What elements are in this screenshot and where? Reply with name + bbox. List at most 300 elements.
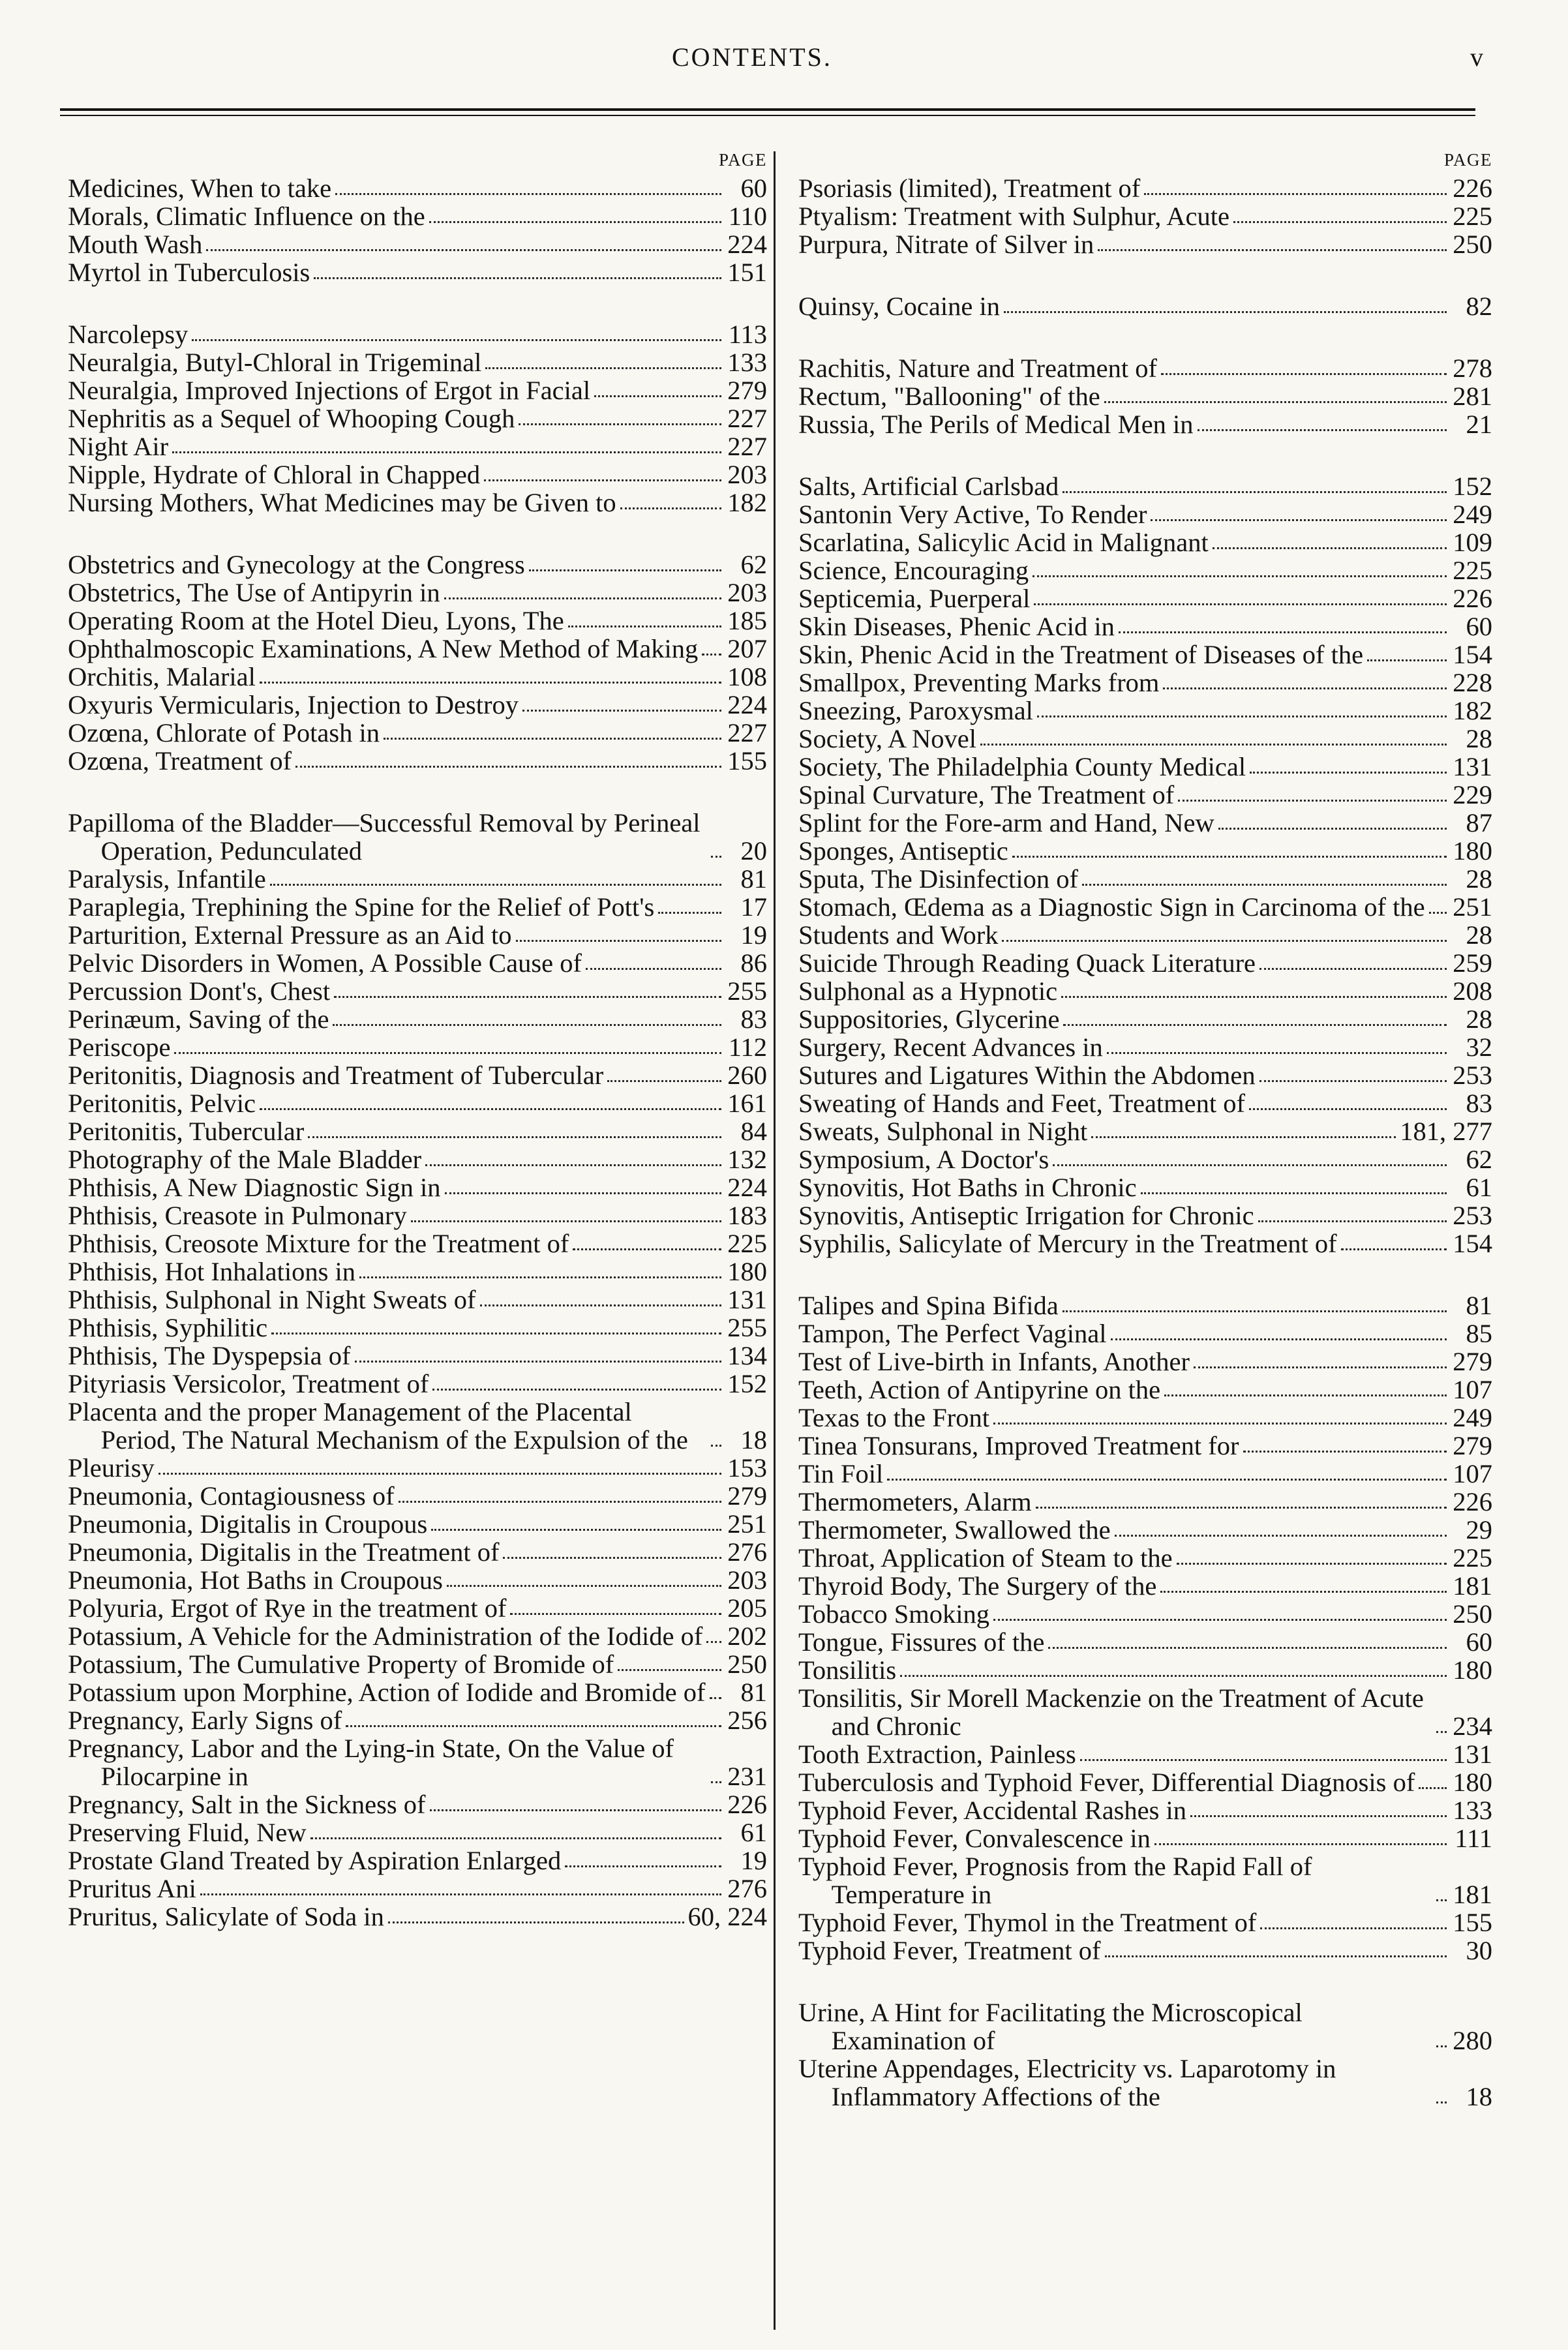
entry-page-number: 227 xyxy=(727,432,767,461)
entry-title: Santonin Very Active, To Render xyxy=(798,500,1147,529)
index-entry xyxy=(798,354,1492,382)
entry-page-number: 133 xyxy=(727,348,767,377)
entry-page-number: 133 xyxy=(1453,1796,1492,1825)
dot-leader xyxy=(1154,1843,1447,1845)
entry-title: Psoriasis (limited), Treatment of xyxy=(798,173,1141,203)
entry-title: Myrtol in Tuberculosis xyxy=(68,258,310,287)
dot-leader xyxy=(1190,1815,1447,1817)
index-entry xyxy=(798,1229,1492,1258)
entry-page-number: 280 xyxy=(1453,2026,1492,2055)
dot-leader xyxy=(1107,1052,1447,1054)
entry-page-number: 180 xyxy=(1453,1768,1492,1797)
index-entry xyxy=(798,382,1492,410)
dot-leader xyxy=(993,1619,1447,1621)
entry-page-number: 110 xyxy=(728,202,767,231)
dot-leader xyxy=(384,738,721,740)
index-entry xyxy=(798,697,1492,725)
entry-title: Phthisis, The Dyspepsia of xyxy=(68,1341,351,1370)
entry-page-number: 87 xyxy=(1466,808,1492,837)
dot-leader xyxy=(980,744,1447,746)
index-entry xyxy=(798,921,1492,949)
index-entry xyxy=(68,1033,767,1061)
entry-page-number: 225 xyxy=(1453,556,1492,585)
entry-title: Rachitis, Nature and Treatment of xyxy=(798,354,1158,383)
entry-title: Science, Encouraging xyxy=(798,556,1029,585)
dot-leader xyxy=(586,968,721,970)
entry-title: Teeth, Action of Antipyrine on the xyxy=(798,1375,1161,1404)
index-entry xyxy=(68,320,767,348)
index-entry xyxy=(68,230,767,258)
entry-title: Students and Work xyxy=(798,920,999,950)
entry-page-number: 279 xyxy=(727,1481,767,1511)
entry-page-number: 155 xyxy=(727,746,767,776)
entry-page-number: 28 xyxy=(1466,864,1492,894)
entry-title: Paralysis, Infantile xyxy=(68,864,266,894)
entry-title: Pregnancy, Labor and the Lying-in State, On the Value of Pilocarpine in xyxy=(68,1734,674,1791)
entry-title: Pregnancy, Early Signs of xyxy=(68,1706,342,1735)
index-entry xyxy=(68,1398,767,1454)
index-entry xyxy=(798,472,1492,500)
index-entry xyxy=(68,809,767,865)
index-entry xyxy=(798,1089,1492,1117)
entry-title: Neuralgia, Butyl-Chloral in Trigeminal xyxy=(68,348,482,377)
entry-page-number: 185 xyxy=(727,606,767,635)
entry-title: Neuralgia, Improved Injections of Ergot in Facial xyxy=(68,376,591,405)
index-entry xyxy=(68,1061,767,1089)
entry-page-number: 85 xyxy=(1466,1319,1492,1348)
dot-leader xyxy=(1105,1955,1447,1957)
entry-page-number: 249 xyxy=(1453,500,1492,529)
entry-page-number: 207 xyxy=(727,634,767,663)
entry-page-number: 28 xyxy=(1466,920,1492,950)
index-entry xyxy=(798,1291,1492,1319)
dot-leader xyxy=(710,1697,721,1699)
entry-title: Symposium, A Doctor's xyxy=(798,1145,1049,1174)
dot-leader xyxy=(1098,249,1447,251)
entry-title: Talipes and Spina Bifida xyxy=(798,1291,1059,1320)
dot-leader xyxy=(447,1585,721,1587)
entry-page-number: 227 xyxy=(727,404,767,433)
entry-title: Pruritus, Salicylate of Soda in xyxy=(68,1902,384,1931)
entry-title: Pneumonia, Digitalis in Croupous xyxy=(68,1509,428,1539)
index-entry xyxy=(798,1319,1492,1348)
entry-page-number: 131 xyxy=(727,1285,767,1314)
index-entry xyxy=(68,1566,767,1594)
entry-page-number: 208 xyxy=(1453,976,1492,1006)
running-head: CONTENTS. xyxy=(672,42,832,72)
entry-title: Phthisis, Sulphonal in Night Sweats of xyxy=(68,1285,476,1314)
entry-page-number: 180 xyxy=(1453,1655,1492,1685)
index-entry xyxy=(798,1061,1492,1089)
dot-leader xyxy=(1111,1338,1447,1340)
dot-leader xyxy=(1063,1024,1447,1026)
entry-title: Sweats, Sulphonal in Night xyxy=(798,1117,1088,1146)
entry-page-number: 279 xyxy=(1453,1347,1492,1376)
dot-leader xyxy=(429,221,721,223)
entry-title: Parturition, External Pressure as an Aid to xyxy=(68,920,512,950)
index-entry xyxy=(68,1201,767,1229)
entry-title: Sponges, Antiseptic xyxy=(798,836,1008,866)
index-entry xyxy=(68,348,767,376)
entry-page-number: 276 xyxy=(727,1537,767,1567)
dot-leader xyxy=(1141,1192,1447,1194)
dot-leader xyxy=(573,1248,721,1250)
dot-leader xyxy=(355,1361,722,1363)
dot-leader xyxy=(1034,603,1447,605)
index-entry xyxy=(798,865,1492,893)
dot-leader xyxy=(411,1220,721,1222)
entry-page-number: 152 xyxy=(727,1369,767,1398)
entry-page-number: 279 xyxy=(1453,1431,1492,1460)
entry-title: Phthisis, Syphilitic xyxy=(68,1313,268,1342)
entry-page-number: 203 xyxy=(727,460,767,489)
entry-page-number: 18 xyxy=(1466,2082,1492,2111)
dot-leader xyxy=(993,1423,1447,1424)
entry-page-number: 278 xyxy=(1453,354,1492,383)
index-entry xyxy=(798,202,1492,230)
entry-title: Throat, Application of Steam to the xyxy=(798,1543,1173,1573)
index-entry xyxy=(68,258,767,286)
entry-page-number: 113 xyxy=(728,320,767,349)
dot-leader xyxy=(1367,659,1447,661)
dot-leader xyxy=(1048,1647,1447,1649)
index-entry xyxy=(68,1229,767,1258)
entry-page-number: 154 xyxy=(1453,640,1492,669)
entry-page-number: 182 xyxy=(1453,696,1492,725)
dot-leader xyxy=(565,1865,721,1867)
entry-title: Surgery, Recent Advances in xyxy=(798,1032,1103,1062)
entry-title: Urine, A Hint for Facilitating the Microscopical Examination of xyxy=(798,1998,1303,2055)
index-entry xyxy=(68,1846,767,1875)
entry-page-number: 131 xyxy=(1453,752,1492,781)
index-entry xyxy=(798,1908,1492,1936)
entry-page-number: 181 xyxy=(1453,1880,1492,1909)
index-entry xyxy=(68,1622,767,1650)
entry-title: Photography of the Male Bladder xyxy=(68,1145,422,1174)
dot-leader xyxy=(1144,193,1447,195)
dot-leader xyxy=(314,277,721,279)
entry-title: Phthisis, A New Diagnostic Sign in xyxy=(68,1173,441,1202)
page-column-label: PAGE xyxy=(1443,150,1492,170)
dot-leader xyxy=(1194,1366,1447,1368)
entry-page-number: 203 xyxy=(727,1565,767,1595)
index-entry xyxy=(68,1734,767,1790)
dot-leader xyxy=(1115,1535,1447,1537)
index-entry xyxy=(798,1852,1492,1908)
dot-leader xyxy=(432,1389,721,1391)
dot-leader xyxy=(711,1781,721,1783)
dot-leader xyxy=(310,1837,721,1839)
section-gap xyxy=(798,320,1492,354)
dot-leader xyxy=(308,1136,721,1138)
entry-title: Thermometer, Swallowed the xyxy=(798,1515,1111,1544)
entry-title: Potassium upon Morphine, Action of Iodide and Bromide of xyxy=(68,1678,706,1707)
entry-page-number: 250 xyxy=(1453,1599,1492,1629)
entry-title: Nephritis as a Sequel of Whooping Cough xyxy=(68,404,515,433)
entry-title: Society, A Novel xyxy=(798,724,976,753)
dot-leader xyxy=(1419,1787,1447,1789)
index-entry xyxy=(798,1173,1492,1201)
index-entry xyxy=(798,1824,1492,1852)
dot-leader xyxy=(1233,221,1447,223)
entry-title: Scarlatina, Salicylic Acid in Malignant xyxy=(798,528,1209,557)
entry-page-number: 255 xyxy=(727,1313,767,1342)
index-entry xyxy=(798,1768,1492,1796)
entry-title: Texas to the Front xyxy=(798,1403,989,1432)
section-gap xyxy=(798,258,1492,292)
column-divider xyxy=(774,151,776,2330)
entry-title: Pruritus Ani xyxy=(68,1874,196,1903)
entry-title: Percussion Dont's, Chest xyxy=(68,976,331,1006)
entry-page-number: 82 xyxy=(1466,292,1492,321)
index-entry xyxy=(798,809,1492,837)
entry-page-number: 227 xyxy=(727,718,767,747)
entry-page-number: 161 xyxy=(727,1089,767,1118)
index-entry xyxy=(68,949,767,977)
entry-title: Sutures and Ligatures Within the Abdomen xyxy=(798,1061,1256,1090)
entry-page-number: 131 xyxy=(1453,1740,1492,1769)
dot-leader xyxy=(620,507,721,509)
entry-title: Tinea Tonsurans, Improved Treatment for xyxy=(798,1431,1239,1460)
index-entry xyxy=(68,691,767,719)
index-entry xyxy=(68,579,767,607)
dot-leader xyxy=(335,193,721,195)
entry-page-number: 281 xyxy=(1453,382,1492,411)
index-entry xyxy=(798,1201,1492,1229)
entry-title: Narcolepsy xyxy=(68,320,188,349)
entry-title: Preserving Fluid, New xyxy=(68,1818,307,1847)
entry-page-number: 153 xyxy=(727,1453,767,1483)
index-entry xyxy=(68,202,767,230)
index-entry xyxy=(68,719,767,747)
dot-leader xyxy=(1063,491,1447,493)
entry-title: Papilloma of the Bladder—Successful Removal by Perineal Operation, Pedunculated xyxy=(68,808,701,866)
dot-leader xyxy=(1036,1507,1447,1509)
entry-page-number: 253 xyxy=(1453,1061,1492,1090)
dot-leader xyxy=(1002,940,1447,942)
index-entry xyxy=(68,1370,767,1398)
section-gap xyxy=(68,286,767,320)
entry-title: Society, The Philadelphia County Medical xyxy=(798,752,1246,781)
index-entry xyxy=(798,556,1492,584)
entry-page-number: 18 xyxy=(740,1425,767,1454)
entry-title: Typhoid Fever, Treatment of xyxy=(798,1936,1101,1965)
entry-page-number: 226 xyxy=(1453,1487,1492,1516)
entry-title: Prostate Gland Treated by Aspiration Enlarged xyxy=(68,1846,562,1875)
dot-leader xyxy=(1163,687,1447,689)
dot-leader xyxy=(1161,373,1447,375)
dot-leader xyxy=(607,1080,721,1082)
entry-page-number: 276 xyxy=(727,1874,767,1903)
entry-page-number: 29 xyxy=(1466,1515,1492,1544)
index-entry xyxy=(68,1258,767,1286)
dot-leader xyxy=(1198,429,1447,431)
dot-leader xyxy=(900,1675,1447,1677)
dot-leader xyxy=(333,1024,721,1026)
entry-title: Tampon, The Perfect Vaginal xyxy=(798,1319,1107,1348)
entry-title: Periscope xyxy=(68,1032,171,1062)
entry-page-number: 21 xyxy=(1466,410,1492,439)
entry-page-number: 234 xyxy=(1453,1711,1492,1741)
dot-leader xyxy=(430,1809,721,1811)
entry-title: Splint for the Fore-arm and Hand, New xyxy=(798,808,1214,837)
entry-title: Sulphonal as a Hypnotic xyxy=(798,976,1058,1006)
section-gap xyxy=(798,438,1492,472)
dot-leader xyxy=(1218,828,1447,830)
dot-leader xyxy=(200,1893,721,1895)
entry-page-number: 182 xyxy=(727,488,767,517)
index-entry xyxy=(68,1145,767,1173)
dot-leader xyxy=(1033,575,1447,577)
dot-leader xyxy=(295,766,721,768)
entry-page-number: 152 xyxy=(1453,472,1492,501)
entry-title: Smallpox, Preventing Marks from xyxy=(798,668,1160,697)
entry-page-number: 203 xyxy=(727,578,767,607)
entry-page-number: 84 xyxy=(740,1117,767,1146)
entry-page-number: 81 xyxy=(740,864,767,894)
index-entry xyxy=(68,1650,767,1678)
entry-title: Orchitis, Malarial xyxy=(68,662,256,691)
dot-leader xyxy=(711,856,721,858)
index-entry xyxy=(68,432,767,460)
entry-title: Nursing Mothers, What Medicines may be Given to xyxy=(68,488,616,517)
dot-leader xyxy=(1082,884,1447,886)
index-entry xyxy=(68,489,767,517)
dot-leader xyxy=(260,1108,721,1110)
dot-leader xyxy=(887,1479,1447,1481)
entry-title: Ozœna, Treatment of xyxy=(68,746,292,776)
section-gap xyxy=(68,517,767,550)
entry-page-number: 107 xyxy=(1453,1375,1492,1404)
entry-page-number: 111 xyxy=(1455,1824,1492,1853)
entry-page-number: 151 xyxy=(727,258,767,287)
entry-title: Typhoid Fever, Accidental Rashes in xyxy=(798,1796,1187,1825)
index-entry xyxy=(798,1544,1492,1572)
entry-page-number: 19 xyxy=(740,1846,767,1875)
index-entry xyxy=(798,292,1492,320)
index-entry xyxy=(798,837,1492,865)
entry-title: Pneumonia, Hot Baths in Croupous xyxy=(68,1565,443,1595)
entry-title: Oxyuris Vermicularis, Injection to Destroy xyxy=(68,690,519,719)
entry-page-number: 225 xyxy=(727,1229,767,1258)
entry-title: Synovitis, Hot Baths in Chronic xyxy=(798,1173,1137,1202)
entry-page-number: 183 xyxy=(727,1201,767,1230)
entry-title: Sputa, The Disinfection of xyxy=(798,864,1078,894)
dot-leader xyxy=(519,423,721,425)
entry-title: Placenta and the proper Management of the Placental Period, The Natural Mechanism of the Expulsion of the xyxy=(68,1397,688,1454)
index-entry xyxy=(68,865,767,893)
entry-title: Night Air xyxy=(68,432,169,461)
entry-title: Medicines, When to take xyxy=(68,173,332,203)
index-entry xyxy=(798,1936,1492,1965)
entry-title: Suppositories, Glycerine xyxy=(798,1004,1060,1034)
entry-page-number: 180 xyxy=(727,1257,767,1286)
index-entry xyxy=(798,1488,1492,1516)
entry-title: Pneumonia, Digitalis in the Treatment of xyxy=(68,1537,500,1567)
dot-leader xyxy=(172,451,721,453)
dot-leader xyxy=(1429,912,1447,914)
entry-title: Spinal Curvature, The Treatment of xyxy=(798,780,1175,809)
entry-page-number: 83 xyxy=(740,1004,767,1034)
entry-title: Thyroid Body, The Surgery of the xyxy=(798,1571,1157,1601)
entry-page-number: 86 xyxy=(740,948,767,978)
dot-leader xyxy=(425,1164,721,1166)
entry-page-number: 155 xyxy=(1453,1908,1492,1937)
dot-leader xyxy=(1243,1451,1447,1453)
dot-leader xyxy=(260,682,721,684)
entry-page-number: 62 xyxy=(740,550,767,579)
entry-title: Sweating of Hands and Feet, Treatment of xyxy=(798,1089,1246,1118)
entry-title: Rectum, "Ballooning" of the xyxy=(798,382,1100,411)
index-entry xyxy=(68,1173,767,1201)
dot-leader xyxy=(1259,1080,1447,1082)
entry-title: Morals, Climatic Influence on the xyxy=(68,202,425,231)
dot-leader xyxy=(1436,2045,1447,2047)
dot-leader xyxy=(516,940,722,942)
index-entry xyxy=(798,1005,1492,1033)
entry-page-number: 226 xyxy=(727,1790,767,1819)
entry-page-number: 107 xyxy=(1453,1459,1492,1488)
entry-title: Polyuria, Ergot of Rye in the treatment of xyxy=(68,1593,507,1623)
page-number: v xyxy=(1470,42,1483,72)
index-entry xyxy=(798,1796,1492,1824)
index-entry xyxy=(798,1600,1492,1628)
entry-title: Suicide Through Reading Quack Literature xyxy=(798,948,1256,978)
entry-title: Tongue, Fissures of the xyxy=(798,1627,1045,1657)
entry-title: Russia, The Perils of Medical Men in xyxy=(798,410,1194,439)
entry-title: Phthisis, Creosote Mixture for the Treatment of xyxy=(68,1229,569,1258)
index-entry xyxy=(68,404,767,432)
index-entry xyxy=(798,528,1492,556)
dot-leader xyxy=(174,1052,721,1054)
dot-leader xyxy=(1178,800,1447,802)
entry-title: Tin Foil xyxy=(798,1459,884,1488)
entry-title: Peritonitis, Pelvic xyxy=(68,1089,256,1118)
dot-leader xyxy=(1260,1927,1447,1929)
dot-leader xyxy=(270,884,721,886)
index-entry xyxy=(68,1454,767,1482)
entry-title: Tooth Extraction, Painless xyxy=(798,1740,1076,1769)
entry-page-number: 229 xyxy=(1453,780,1492,809)
entry-title: Purpura, Nitrate of Silver in xyxy=(798,230,1094,259)
index-entry xyxy=(798,1033,1492,1061)
index-entry xyxy=(798,1145,1492,1173)
index-entry xyxy=(798,949,1492,977)
index-entry xyxy=(68,607,767,635)
entry-title: Thermometers, Alarm xyxy=(798,1487,1032,1516)
entry-page-number: 202 xyxy=(727,1621,767,1651)
entry-title: Typhoid Fever, Convalescence in xyxy=(798,1824,1151,1853)
index-entry xyxy=(68,893,767,921)
entry-page-number: 225 xyxy=(1453,1543,1492,1573)
dot-leader xyxy=(1259,968,1447,970)
entry-title: Perinæum, Saving of the xyxy=(68,1004,329,1034)
index-entry xyxy=(68,1706,767,1734)
index-entry xyxy=(798,781,1492,809)
dot-leader xyxy=(1119,631,1447,633)
entry-page-number: 253 xyxy=(1453,1201,1492,1230)
index-entry xyxy=(68,1117,767,1145)
entry-title: Tonsilitis, Sir Morell Mackenzie on the Treatment of Acute and Chronic xyxy=(798,1683,1424,1741)
dot-leader xyxy=(618,1669,721,1671)
dot-leader xyxy=(334,996,721,998)
entry-page-number: 250 xyxy=(727,1650,767,1679)
dot-leader xyxy=(1436,2101,1447,2103)
index-entry xyxy=(798,1404,1492,1432)
index-entry xyxy=(798,1998,1492,2055)
index-entry xyxy=(68,1818,767,1846)
entry-title: Pregnancy, Salt in the Sickness of xyxy=(68,1790,426,1819)
